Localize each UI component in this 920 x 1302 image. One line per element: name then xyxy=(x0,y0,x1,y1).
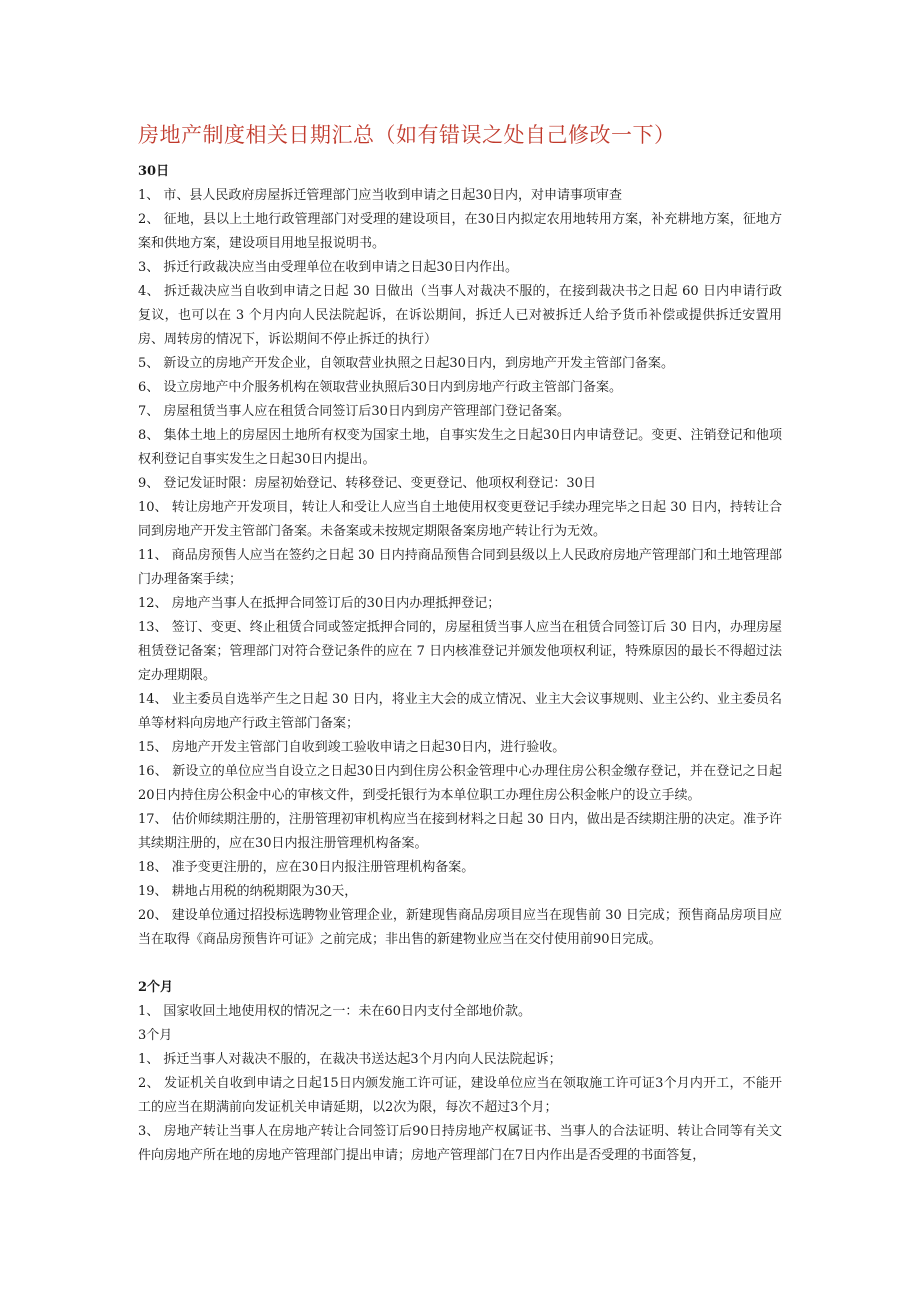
list-item: 15、 房地产开发主管部门自收到竣工验收申请之日起30日内，进行验收。 xyxy=(138,740,566,755)
list-item: 1、 国家收回土地使用权的情况之一：未在60日内支付全部地价款。 xyxy=(138,1004,531,1019)
list-item: 18、 准予变更注册的，应在30日内报注册管理机构备案。 xyxy=(138,860,475,875)
list-item: 5、 新设立的房地产开发企业，自领取营业执照之日起30日内，到房地产开发主管部门备案。 xyxy=(138,356,674,371)
section-heading: 2个月 xyxy=(138,980,174,995)
list-item: 20、 建设单位通过招投标选聘物业管理企业，新建现售商品房项目应当在现售前 30 日完成；预售商品房项目应当在取得《商品房预售许可证》之前完成；非出售的新建物业应当在交付使用前90日完成。 xyxy=(138,908,782,947)
list-item: 2、 征地，县以上土地行政管理部门对受理的建设项目，在30日内拟定农用地转用方案，补充耕地方案，征地方案和供地方案，建设项目用地呈报说明书。 xyxy=(138,212,782,251)
list-item: 12、 房地产当事人在抵押合同签订后的30日内办理抵押登记； xyxy=(138,596,501,611)
list-item: 1、 市、县人民政府房屋拆迁管理部门应当收到申请之日起30日内，对申请事项审查 xyxy=(138,188,622,203)
list-item: 16、 新设立的单位应当自设立之日起30日内到住房公积金管理中心办理住房公积金缴存登记，并在登记之日起20日内持住房公积金中心的审核文件，到受托银行为本单位职工办理住房公积金帐户的设立手续。 xyxy=(138,764,782,803)
list-item: 13、 签订、变更、终止租赁合同或签定抵押合同的，房屋租赁当事人应当在租赁合同签订后 30 日内，办理房屋租赁登记备案；管理部门对符合登记条件的应在 7 日内核准登记并颁发他项权利证，特殊原因的最长不得超过法定办理期限。 xyxy=(138,620,782,683)
list-item: 14、 业主委员自选举产生之日起 30 日内，将业主大会的成立情况、业主大会议事规则、业主公约、业主委员名单等材料向房地产行政主管部门备案； xyxy=(138,692,782,731)
list-item: 19、 耕地占用税的纳税期限为30天， xyxy=(138,884,358,899)
list-item: 9、 登记发证时限：房屋初始登记、转移登记、变更登记、他项权利登记：30日 xyxy=(138,476,596,491)
list-item: 3、 拆迁行政裁决应当由受理单位在收到申请之日起30日内作出。 xyxy=(138,260,518,275)
list-item: 6、 设立房地产中介服务机构在领取营业执照后30日内到房地产行政主管部门备案。 xyxy=(138,380,622,395)
list-item: 10、 转让房地产开发项目，转让人和受让人应当自土地使用权变更登记手续办理完毕之日起 30 日内，持转让合同到房地产开发主管部门备案。未备案或未按规定期限备案房地产转让行为无效。 xyxy=(138,500,782,539)
list-item: 1、 拆迁当事人对裁决不服的，在裁决书送达起3个月内向人民法院起诉； xyxy=(138,1052,562,1067)
section-3-months xyxy=(138,1024,782,1168)
section-30-days xyxy=(138,160,782,952)
list-item: 3、 房地产转让当事人在房地产转让合同签订后90日持房地产权属证书、当事人的合法证明、转让合同等有关文件向房地产所在地的房地产管理部门提出申请；房地产管理部门在7日内作出是否受理的书面答复， xyxy=(138,1124,782,1163)
list-item: 17、 估价师续期注册的，注册管理初审机构应当在接到材料之日起 30 日内，做出是否续期注册的决定。准予许其续期注册的，应在30日内报注册管理机构备案。 xyxy=(138,812,782,851)
list-item: 2、 发证机关自收到申请之日起15日内颁发施工许可证，建设单位应当在领取施工许可证3个月内开工，不能开工的应当在期满前向发证机关申请延期，以2次为限，每次不超过3个月； xyxy=(138,1076,782,1115)
list-item: 11、 商品房预售人应当在签约之日起 30 日内持商品预售合同到县级以上人民政府房地产管理部门和土地管理部门办理备案手续； xyxy=(138,548,782,587)
section-subheading: 3个月 xyxy=(138,1028,173,1043)
section-heading: 30日 xyxy=(138,164,170,179)
list-item: 8、 集体土地上的房屋因土地所有权变为国家土地，自事实发生之日起30日内申请登记。变更、注销登记和他项权利登记自事实发生之日起30日内提出。 xyxy=(138,428,782,467)
list-item: 7、 房屋租赁当事人应在租赁合同签订后30日内到房产管理部门登记备案。 xyxy=(138,404,570,419)
document-title: 房地产制度相关日期汇总（如有错误之处自己修改一下） xyxy=(138,123,676,147)
list-item: 4、 拆迁裁决应当自收到申请之日起 30 日做出（当事人对裁决不服的，在接到裁决书之日起 60 日内申请行政复议，也可以在 3 个月内向人民法院起诉，在诉讼期间，拆迁人已对被拆迁人给予货币补偿或提供拆迁安置用房、周转房的情况下，诉讼期间不停止拆迁的执行） xyxy=(138,284,782,347)
section-2-months xyxy=(138,976,782,1024)
paragraph-gap xyxy=(138,952,782,976)
